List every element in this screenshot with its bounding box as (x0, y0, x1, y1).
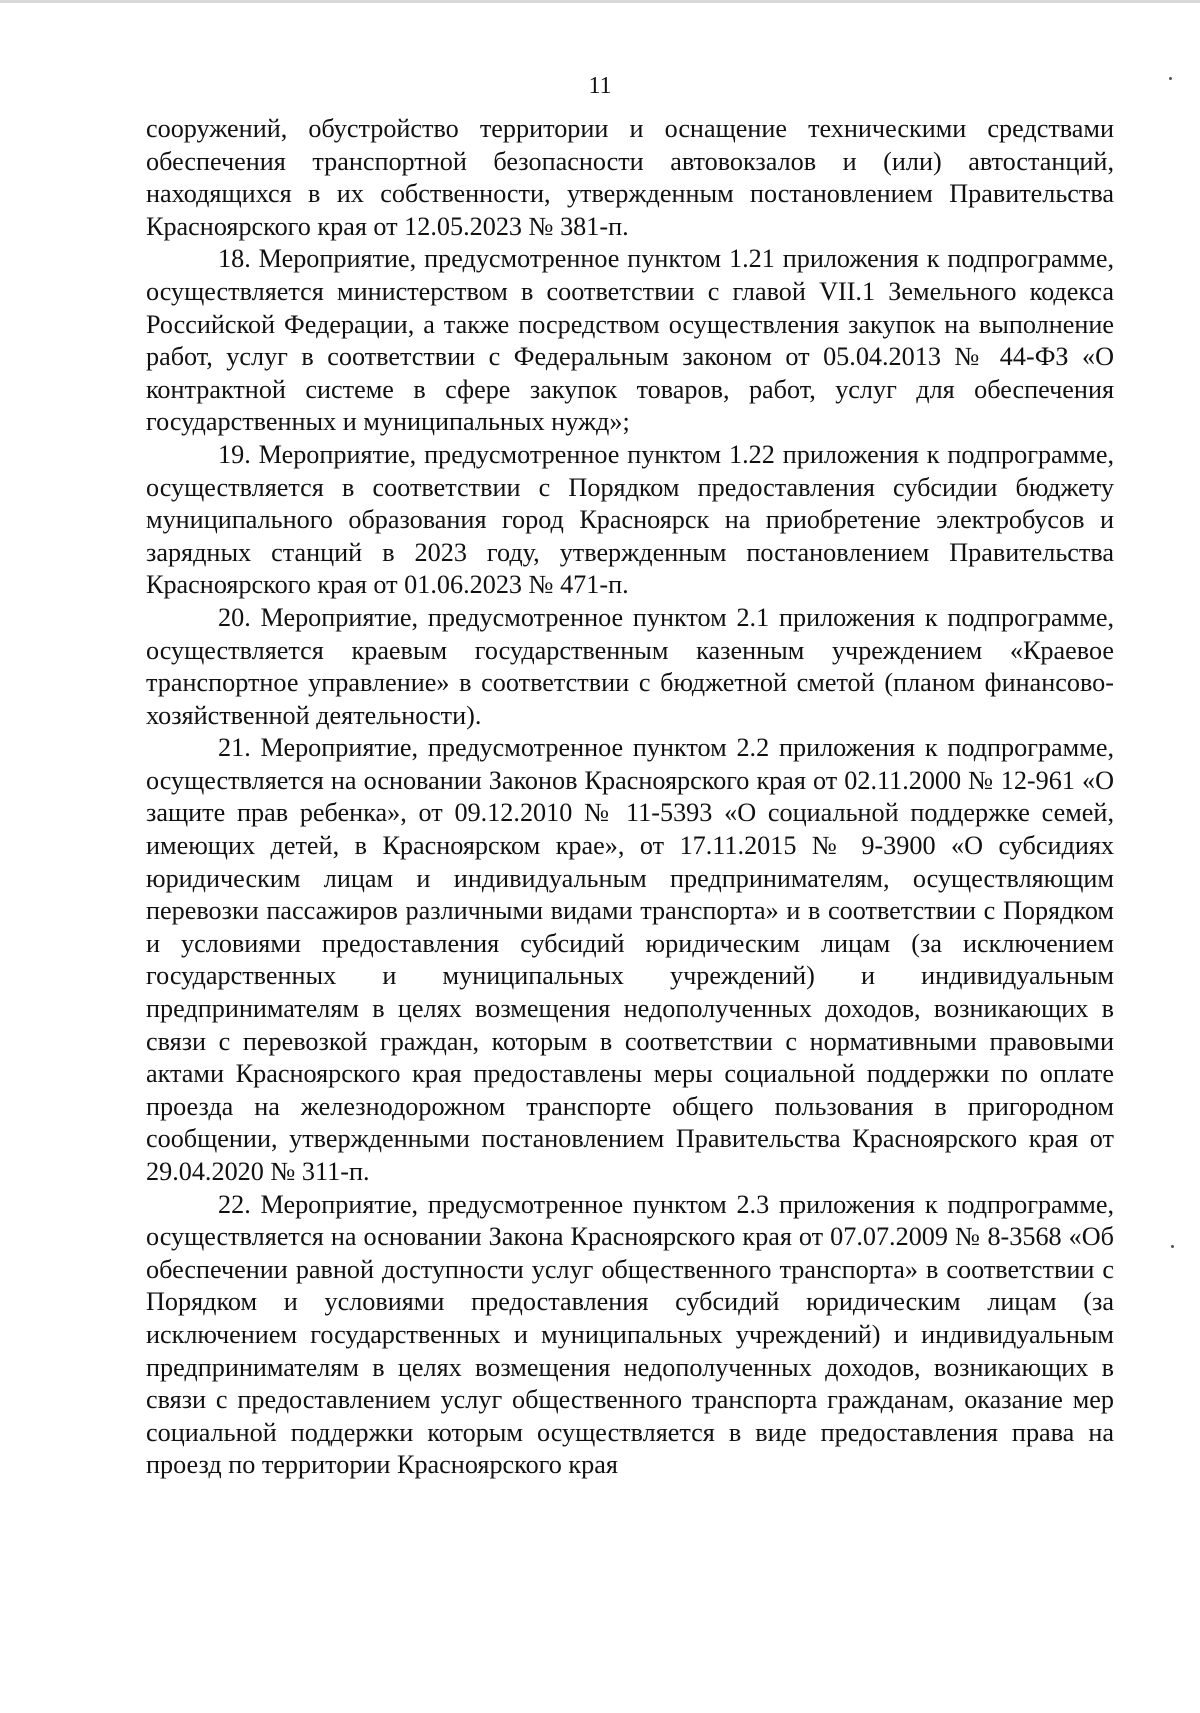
scan-edge (0, 0, 1200, 3)
paragraph-continuation: сооружений, обустройство территории и оснащение техническими средствами обеспечения транспортной безопасности автовокзалов и (или) автостанций, находящихся в их собственности, утвержденным постановлением Правительства Красноярского края от 12.05.2023 № 381-п. (146, 114, 1114, 241)
paragraph-item-21: 21. Мероприятие, предусмотренное пунктом 2.2 приложения к подпрограмме, осуществляется на основании Законов Красноярского края от 02.11.2000 № 12-961 «О защите прав ребенка», от 09.12.2010 № 11-5393 «О социальной поддержке семей, имеющих детей, в Красноярском крае», от 17.11.2015 № 9-3900 «О субсидиях юридическим лицам и индивидуальным предпринимателям, осуществляющим перевозки пассажиров различными видами транспорта» и в соответствии с Порядком и условиями предоставления субсидий юридическим лицам (за исключением государственных и муниципальных учреждений) и индивидуальным предпринимателям в целях возмещения недополученных доходов, возникающих в связи с перевозкой граждан, которым в соответствии с нормативными правовыми актами Красноярского края предоставлены меры социальной поддержки по оплате проезда на железнодорожном транспорте общего пользования в пригородном сообщении, утвержденными постановлением Правительства Красноярского края от 29.04.2020 № 311-п. (146, 733, 1114, 1186)
paragraph-item-22: 22. Мероприятие, предусмотренное пунктом 2.3 приложения к подпрограмме, осуществляется на основании Закона Красноярского края от 07.07.2009 № 8-3568 «Об обеспечении равной доступности услуг общественного транспорта» в соответствии с Порядком и условиями предоставления субсидий юридическим лицам (за исключением государственных и муниципальных учреждений) и индивидуальным предпринимателям в целях возмещения недополученных доходов, возникающих в связи с предоставлением услуг общественного транспорта гражданам, оказание мер социальной поддержки которым осуществляется в виде предоставления права на проезд по территории Красноярского края (146, 1189, 1114, 1480)
scan-speck (1171, 1245, 1174, 1248)
page-number: 11 (588, 73, 612, 99)
paragraph-item-18: 18. Мероприятие, предусмотренное пунктом 1.21 приложения к подпрограмме, осуществляется министерством в соответствии с главой VII.1 Земельного кодекса Российской Федерации, а также посредством осуществления закупок на выполнение работ, услуг в соответствии с Федеральным законом от 05.04.2013 № 44-ФЗ «О контрактной системе в сфере закупок товаров, работ, услуг для обеспечения государственных и муниципальных нужд»; (146, 244, 1114, 437)
paragraph-item-19: 19. Мероприятие, предусмотренное пунктом 1.22 приложения к подпрограмме, осуществляется в соответствии с Порядком предоставления субсидии бюджету муниципального образования город Красноярск на приобретение электробусов и зарядных станций в 2023 году, утвержденным постановлением Правительства Красноярского края от 01.06.2023 № 471-п. (146, 439, 1114, 600)
body-text (146, 113, 1114, 1482)
paragraph-item-20: 20. Мероприятие, предусмотренное пунктом 2.1 приложения к подпрограмме, осуществляется краевым государственным казенным учреждением «Краевое транспортное управление» в соответствии с бюджетной сметой (планом финансово-хозяйственной деятельности). (146, 602, 1114, 730)
